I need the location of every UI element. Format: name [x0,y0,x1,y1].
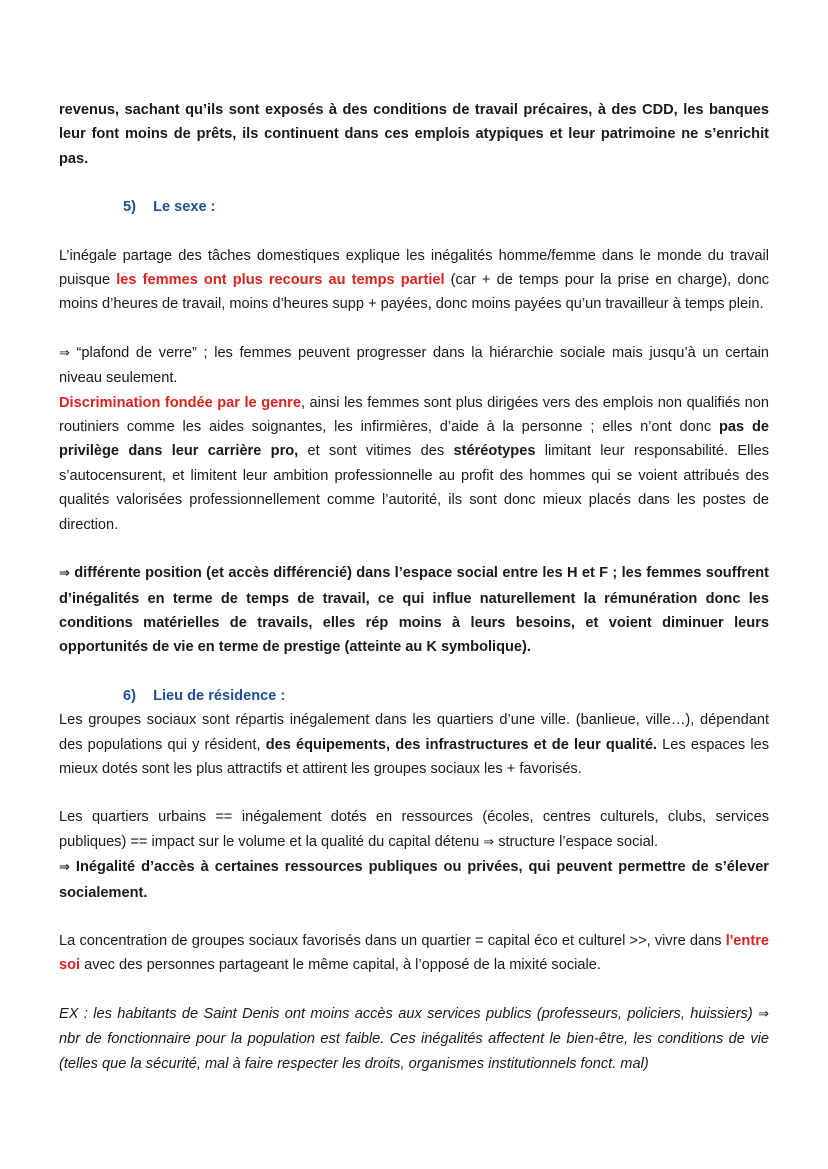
text-run: et sont vitimes des [298,443,454,460]
section-title: Le sexe : [153,199,216,216]
text-run: nbr de fonctionnaire pour la population est faible. Ces inégalités affectent le bien-être, les conditions de vie (telles que la sécurité, mal à faire respecter les droits, organismes institutionnels fonct. mal) [59,1031,769,1072]
highlight-red: Discrimination fondée par le genre [59,394,301,411]
text-run: limitant leur responsabilité. Elles s’autocensurent, et limitent leur ambition professionnelle au profit des hommes qui se voient attribués des qualités valorisées professionnellement comme l’autorité, ils sont donc mieux placés dans les postes de direction. [59,443,770,533]
paragraph-sexe [59,244,769,317]
arrow-icon: ⇒ [59,566,70,582]
document-body [59,98,769,1076]
text-run: La concentration de groupes sociaux favorisés dans un quartier = capital éco et culturel >>, vivre dans [59,932,726,949]
section-number: 6) [123,687,136,704]
section-heading-residence [123,684,769,708]
paragraph-inegalite [59,855,769,905]
text-run: Les quartiers urbains == inégalement dotés en ressources (écoles, centres culturels, clubs, services publiques) == impact sur le volume et la qualité du capital détenu [59,809,769,850]
intro-paragraph: revenus, sachant qu’ils sont exposés à des conditions de travail précaires, à des CDD, les banques leur font moins de prêts, ils continuent dans ces emplois atypiques et leur patrimoine ne s’enrichit pas. [59,102,769,167]
section-number: 5) [123,199,136,216]
paragraph-discrimination [59,391,769,537]
text-run: structure l’espace social. [494,833,659,850]
paragraph-quartiers [59,805,769,855]
text-run: Les groupes sociaux sont répartis inégalement dans les quartiers d’une ville. (banlieue, ville…), dépendant des populations qui y résident, [59,712,769,753]
paragraph-lieu [59,708,769,781]
bold-text: pas de privilège dans leur carrière pro, [59,419,769,460]
text-run: “plafond de verre” ; les femmes peuvent progresser dans la hiérarchie sociale mais jusqu’à un certain niveau seulement. [59,344,769,387]
section-title: Lieu de résidence : [153,687,286,704]
arrow-icon: ⇒ [59,345,70,361]
highlight-red: l'entre soi [59,932,769,974]
paragraph-plafond [59,341,769,391]
arrow-icon: ⇒ [483,834,495,850]
section-heading-sexe [123,195,769,219]
paragraph-example [59,1002,769,1076]
arrow-icon: ⇒ [59,860,70,876]
bold-text: stéréotypes [453,443,536,460]
text-run: L’inégale partage des tâches domestiques explique les inégalités homme/femme dans le monde du travail puisque [59,247,769,289]
arrow-icon: ⇒ [758,1006,769,1022]
paragraph-difference [59,561,769,660]
bold-text: des équipements, des infrastructures et de leur qualité. [265,736,657,753]
text-run: , ainsi les femmes sont plus dirigées vers des emplois non qualifiés non routiniers comme les aides soignantes, les infirmières, d’aide à la personne ; elles n’ont donc [59,394,769,436]
paragraph-concentration [59,929,769,978]
text-run: EX : les habitants de Saint Denis ont moins accès aux services publics (professeurs, policiers, huissiers) [59,1005,759,1022]
text-run: différente position (et accès différencié) dans l’espace social entre les H et F ; les femmes souffrent d’inégalités en terme de temps de travail, ce qui influe naturellement la rémunération donc les conditions matérielles de travails, elles rép moins à leurs besoins, et voient diminuer leurs opportunités de vie en terme de prestige (atteinte au K symbolique). [59,565,769,656]
highlight-red: les femmes ont plus recours au temps partiel [116,272,445,289]
text-run: (car + de temps pour la prise en charge), donc moins d’heures de travail, moins d’heures supp + payées, donc moins payées qu’un travailleur à temps plein. [59,272,769,313]
text-run: avec des personnes partageant le même capital, à l’opposé de la mixité sociale. [80,957,601,974]
text-run: Inégalité d’accès à certaines ressources publiques ou privées, qui peuvent permettre de s’élever socialement. [59,859,769,901]
text-run: Les espaces les mieux dotés sont les plus attractifs et attirent les groupes sociaux les + favorisés. [59,736,769,777]
